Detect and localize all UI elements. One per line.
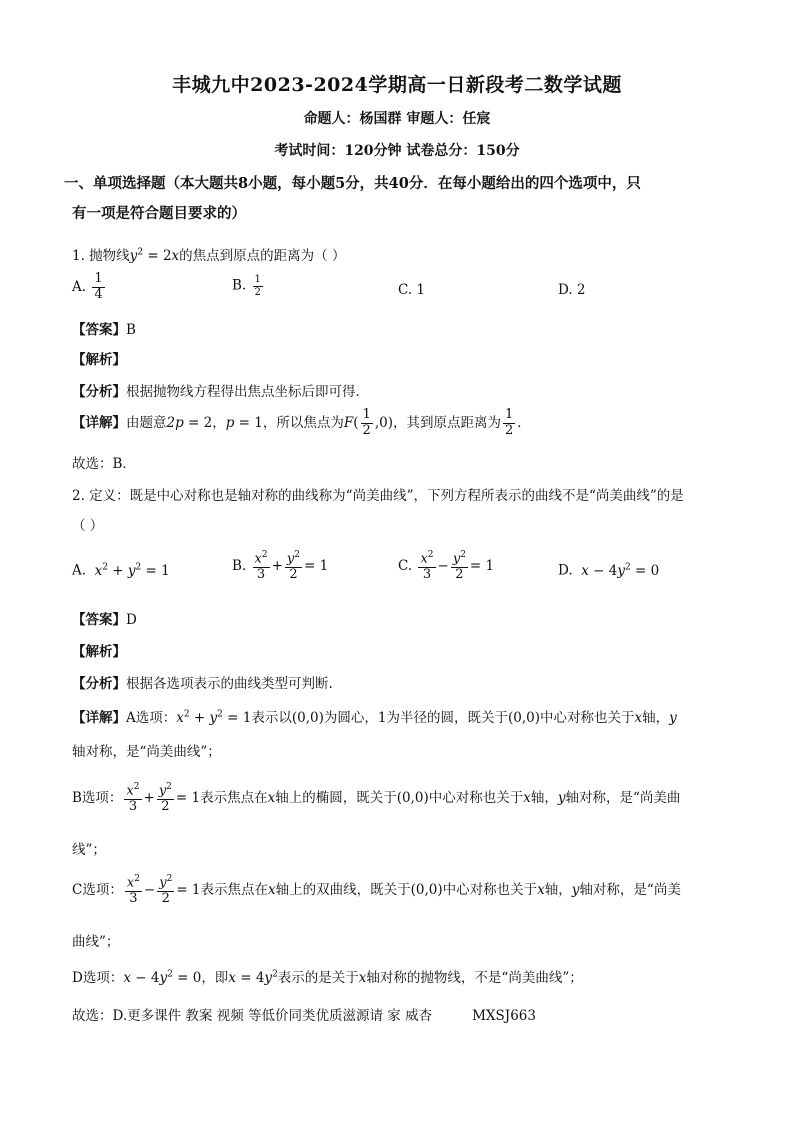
q1-jiexi-label: 【解析】 (72, 352, 126, 368)
q2-detail-c-line1: C选项： $\frac{x^2}{3}$ − $\frac{y^2}{2}$ = 1表示焦点在x轴上的双曲线，既关于(0,0)中心对称也关于x轴，y轴对称，是“尚美 (72, 874, 681, 907)
section-heading-line2: 有一项是符合题目要求的） (72, 205, 246, 222)
q2-conclusion: 故选：D.更多课件 教案 视频 等低价同类优质滋源请 家 威杏 MXSJ663 (72, 1008, 536, 1024)
q1-analysis: 【分析】根据抛物线方程得出焦点坐标后即可得． (72, 384, 369, 400)
q1-option-a: A. $\frac{1}{4}$ (72, 271, 103, 302)
q1-option-d: D. 2 (558, 282, 586, 298)
question-2-stem-line2: （ ） (72, 518, 104, 534)
q2-analysis: 【分析】根据各选项表示的曲线类型可判断. (72, 676, 333, 692)
q1-prefix: 1. 抛物线 (72, 248, 130, 264)
q1-option-b: B. $\frac{1}{2}$ (232, 274, 261, 298)
section-heading-line1: 一、单项选择题（本大题共8小题，每小题5分，共40分．在每小题给出的四个选项中，只 (64, 175, 641, 192)
q1-option-c: C. 1 (398, 282, 426, 298)
q2-option-c: C. $\frac{x^2}{3}$ − $\frac{y^2}{2}$ = 1 (398, 550, 495, 583)
authors-line: 命题人：杨国群 审题人：任宸 (303, 111, 491, 127)
question-2-stem-line1: 2. 定义：既是中心对称也是轴对称的曲线称为“尚美曲线”，下列方程所表示的曲线不是“尚美曲线”的是 (72, 488, 684, 504)
q2-detail-b-line1: B选项： $\frac{x^2}{3}$ + $\frac{y^2}{2}$ = 1表示焦点在x轴上的椭圆，既关于(0,0)中心对称也关于x轴，y轴对称，是“尚美曲 (72, 782, 681, 815)
q2-answer: 【答案】D (72, 612, 137, 628)
q1-conclusion: 故选：B． (72, 456, 136, 472)
q2-detail-c-line2: 曲线”； (72, 934, 120, 950)
exam-info-line: 考试时间：120分钟 试卷总分：150分 (274, 143, 520, 159)
q1-detail: 【详解】由题意2p = 2，p = 1，所以焦点为F( $\frac{1}{2}$ ,0)，其到原点距离为 $\frac{1}{2}$ ． (72, 407, 531, 438)
question-1-stem (72, 244, 345, 264)
q2-detail-a-line2: 轴对称，是“尚美曲线”； (72, 744, 221, 760)
q2-detail-d: D选项：$x - 4y^2 = 0$，即$x = 4y^2$表示的是关于x轴对称的抛物线，不是“尚美曲线”； (72, 969, 583, 986)
q2-option-b: B. $\frac{x^2}{3}$ + $\frac{y^2}{2}$ = 1 (232, 550, 329, 583)
q2-detail-a-line1: 【详解】A选项：$x^2 + y^2 = 1$表示以(0,0)为圆心，1为半径的圆，既关于(0,0)中心对称也关于x轴，y (72, 709, 677, 726)
q1-suffix: 的焦点到原点的距离为（ ） (179, 248, 346, 264)
q2-jiexi-label: 【解析】 (72, 644, 126, 660)
q2-option-a: A. $x^2 + y^2 = 1$ (72, 562, 170, 579)
q2-detail-b-line2: 线”； (72, 842, 106, 858)
q1-option-a-fraction: $\frac{1}{4}$ (94, 271, 103, 302)
page-title: 丰城九中2023-2024学期高一日新段考二数学试题 (172, 74, 622, 96)
q2-option-d: D. $x - 4y^2 = 0$ (558, 562, 660, 579)
q1-option-b-fraction: $\frac{1}{2}$ (254, 274, 261, 298)
q1-answer: 【答案】B (72, 322, 136, 338)
watermark-code: MXSJ663 (472, 1008, 536, 1024)
q1-equation: $y^2 = 2x$ (129, 247, 180, 264)
